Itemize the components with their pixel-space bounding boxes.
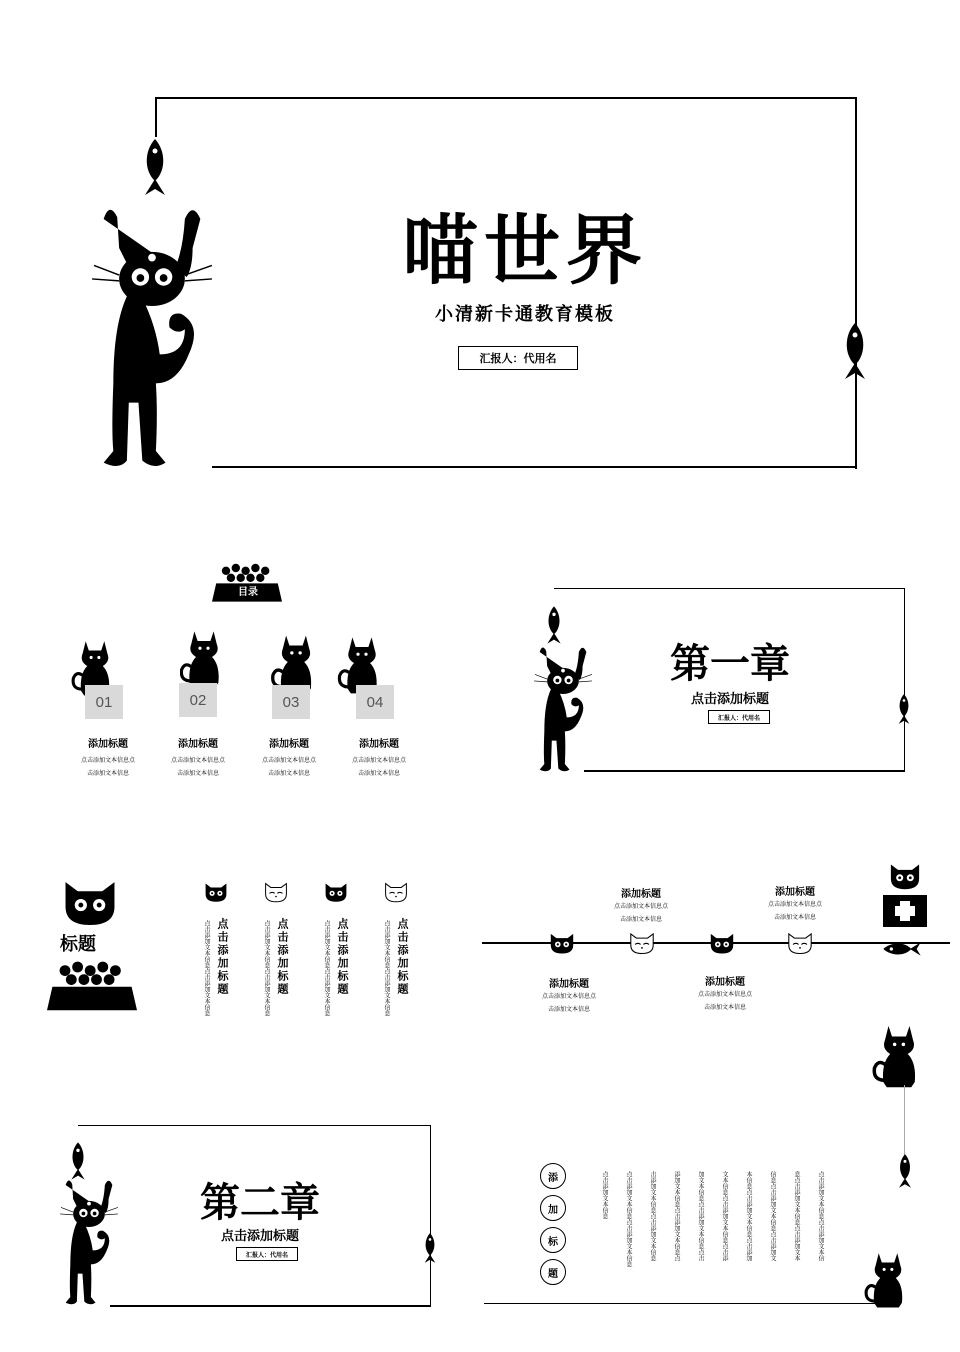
timeline-title: 添加标题 [621,889,661,900]
toc-item-desc: 击添加文本信息 [176,770,219,777]
white-cat-face-icon [263,880,289,904]
reporter-box [236,1247,298,1261]
slide-columns [30,870,440,1050]
chapter-subtitle: 点击添加标题 [690,692,769,707]
food-bowl-icon [42,958,142,1012]
timeline-item[interactable] [670,973,780,1014]
timeline-item[interactable] [586,885,696,926]
fish-icon [896,1151,914,1191]
timeline-desc: 点击添加文本信息点 [541,993,596,1000]
timeline-desc: 击添加文本信息 [547,1006,590,1013]
slide-chapter2 [40,1115,460,1315]
sitting-cat-icon [872,1019,926,1089]
first-aid-box [883,895,927,927]
chapter-title: 第一章 [670,640,790,687]
circle-char [540,1227,566,1253]
cover-title: 喵世界 [402,206,648,295]
timeline-desc: 点击添加文本信息点 [697,991,752,998]
toc-item[interactable] [160,735,236,780]
text-column: 信息点击添加文本信息点击添加文 [769,1171,776,1261]
white-cat-face-icon [628,930,656,956]
grumpy-cat-icon [858,1247,918,1309]
chapter-frame-bottom [584,770,905,772]
circle-char [540,1163,566,1189]
text-column: 添加文本信息点击添加文本信息点 [673,1171,680,1261]
text-column: 本信息点击添加文本信息点击添加 [745,1171,752,1261]
toc-item[interactable] [70,735,146,780]
timeline-item[interactable] [514,975,624,1016]
toc-item-title: 添加标题 [178,739,218,750]
column-text: 点击添加文本信息点击添加文本信息 [203,920,210,1016]
text-column: 点击添加文本信息点击添加文本信息 [625,1171,632,1267]
timeline-desc: 击添加文本信息 [773,914,816,921]
toc-number: 04 [356,685,394,719]
hanging-cat-icon [518,638,608,778]
black-cat-face-icon [708,930,736,956]
peeking-cat-icon [36,876,144,928]
column-title: 点击添加标题 [216,918,229,996]
column-text: 点击添加文本信息点击添加文本信息 [263,920,270,1016]
text-column: 击添加文本信息点击添加文本信息 [649,1171,656,1261]
reporter-box [708,710,770,724]
timeline-desc: 点击添加文本信息点 [767,901,822,908]
column-title: 点击添加标题 [276,918,289,996]
slide-text-grid [480,1015,950,1315]
timeline-desc: 点击添加文本信息点 [613,903,668,910]
toc-item-desc: 点击添加文本信息点 [351,757,406,764]
fish-icon [840,316,870,386]
toc-item-desc: 击添加文本信息 [267,770,310,777]
toc-item-desc: 击添加文本信息 [357,770,400,777]
timeline-title: 添加标题 [549,979,589,990]
toc-item-desc: 点击添加文本信息点 [261,757,316,764]
text-column: 文本信息点击添加文本信息点击添 [721,1171,728,1261]
cover-frame-bottom [212,466,857,468]
circle-char-label: 标 [548,1236,558,1248]
hanging-cat-icon [82,190,222,480]
reporter-label: 汇报人：代用名 [479,352,557,365]
toc-item[interactable] [251,735,327,780]
toc-item-title: 添加标题 [359,739,399,750]
black-cat-face-icon [323,880,349,904]
medical-cat-icon [876,861,934,923]
fish-icon [878,939,926,959]
column-title: 点击添加标题 [336,918,349,996]
black-cat-face-icon [548,930,576,956]
text-column: 加文本信息点击添加文本信息点击 [697,1171,704,1261]
column-text: 点击添加文本信息点击添加文本信息 [323,920,330,1016]
text-column: 点击添加文本信息点击添加文本信 [817,1171,824,1261]
section-heading: 标题 [60,934,96,955]
text-column: 息点击添加文本信息点击添加文本 [793,1171,800,1261]
white-cat-face-icon [383,880,409,904]
text-column: 点击添加文本信息 [601,1171,608,1219]
fish-icon [896,692,912,726]
toc-badge: 目录 [238,587,258,598]
toc-item-title: 添加标题 [269,739,309,750]
chapter-subtitle: 点击添加标题 [220,1229,299,1244]
chapter-title: 第二章 [200,1179,320,1226]
hanging-cat-icon [44,1171,134,1311]
toc-item-desc: 点击添加文本信息点 [170,757,225,764]
column-text: 点击添加文本信息点击添加文本信息 [383,920,390,1016]
cover-subtitle: 小清新卡通教育模板 [435,304,615,325]
toc-number: 03 [272,685,310,719]
timeline-title: 添加标题 [705,977,745,988]
timeline-title: 添加标题 [775,887,815,898]
slide-timeline [480,855,950,1025]
circle-char-label: 题 [548,1268,558,1280]
black-cat-face-icon [203,880,229,904]
reporter-box [458,346,578,370]
circle-char-label: 加 [548,1204,558,1216]
toc-item-title: 添加标题 [88,739,128,750]
reporter-label: 汇报人：代用名 [245,1251,288,1259]
circle-char-label: 添 [548,1172,558,1184]
toc-number: 01 [85,685,123,719]
timeline-desc: 击添加文本信息 [619,916,662,923]
cover-frame-left [155,97,157,137]
column-title: 点击添加标题 [396,918,409,996]
toc-item[interactable] [341,735,417,780]
toc-number: 02 [179,683,217,717]
chapter-frame-bottom [110,1305,431,1307]
fish-icon [422,1229,438,1267]
timeline-desc: 击添加文本信息 [703,1004,746,1011]
timeline-item[interactable] [740,883,850,924]
toc-item-desc: 击添加文本信息 [86,770,129,777]
slide-chapter1 [490,570,940,790]
circle-char [540,1195,566,1221]
slide-cover [0,0,960,520]
circle-char [540,1259,566,1285]
toc-item-desc: 点击添加文本信息点 [80,757,135,764]
white-cat-face-icon [786,930,814,956]
slide-toc [40,555,440,795]
bottom-line [484,1303,884,1304]
reporter-label: 汇报人：代用名 [717,714,760,722]
